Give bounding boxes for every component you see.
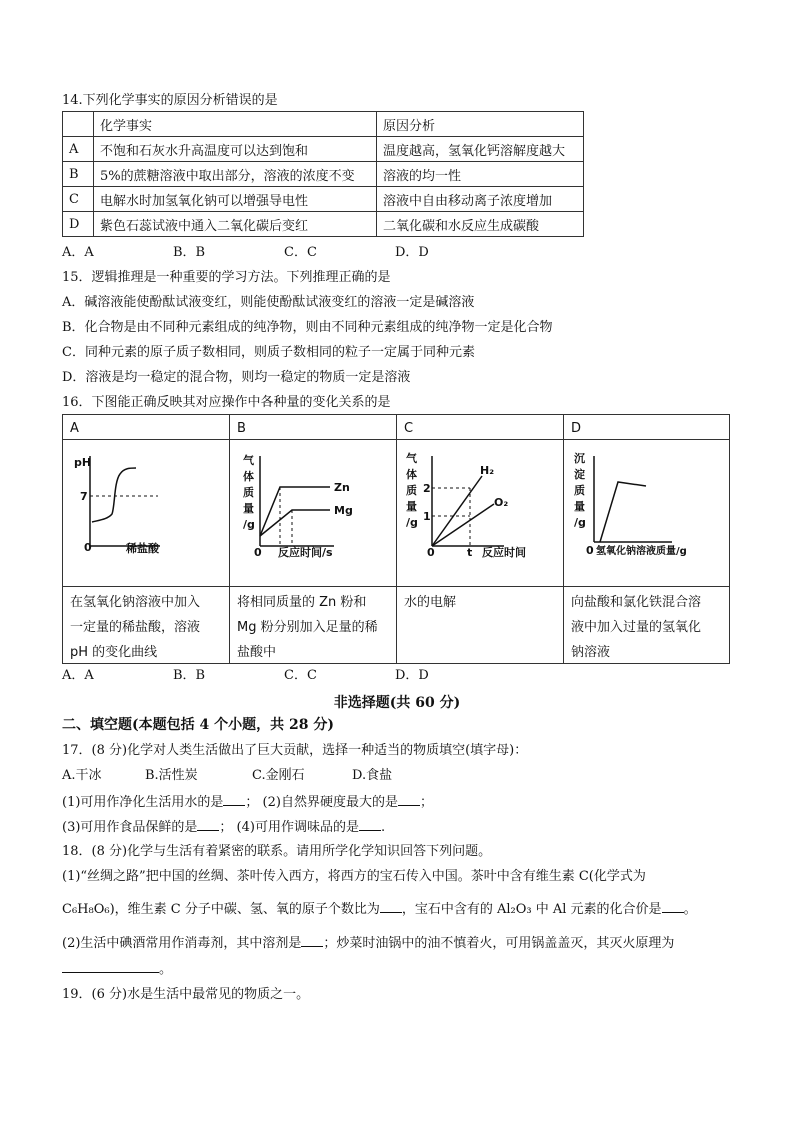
q18-p2a: C₆H₈O₆)，维生素 C 分子中碳、氢、氧的原子个数比为 bbox=[62, 902, 380, 917]
graph-d-origin: 0 bbox=[586, 544, 594, 557]
q15-choice-b[interactable]: B．化合物是由不同种元素组成的纯净物，则由不同种元素组成的纯净物一定是化合物 bbox=[62, 320, 553, 335]
table-cell: 温度越高，氢氧化钙溶解度越大 bbox=[377, 137, 584, 162]
option-c: C.金刚石 bbox=[252, 768, 305, 783]
q18-p2: C₆H₈O₆)，维生素 C 分子中碳、氢、氧的原子个数比为 ，宝石中含有的 Al₂O₃ 中 Al 元素的化合价是 。 bbox=[62, 902, 697, 917]
table-cell: 5%的蔗糖溶液中取出部分，溶液的浓度不变 bbox=[94, 162, 377, 187]
graph-b-zn: Zn bbox=[334, 481, 350, 494]
option-b: B.活性炭 bbox=[145, 768, 198, 783]
option-d[interactable]: D．D bbox=[395, 245, 429, 260]
q17-3: (3)可用作食品保鲜的是 bbox=[62, 820, 198, 835]
q18-p4: 。 bbox=[62, 960, 172, 979]
table-cell: 溶液中自由移动离子浓度增加 bbox=[377, 187, 584, 212]
graph-b-y4: /g bbox=[243, 518, 255, 531]
option-b[interactable]: B．B bbox=[173, 245, 206, 260]
desc-d-2: 液中加入过量的氢氧化 bbox=[571, 620, 702, 635]
graph-b-mg: Mg bbox=[334, 504, 353, 517]
graph-c-y0: 气 bbox=[406, 452, 417, 465]
graph-a-seven: 7 bbox=[80, 490, 88, 503]
desc-a-2: 一定量的稀盐酸，溶液 bbox=[70, 620, 201, 635]
option-d[interactable]: D．D bbox=[395, 668, 429, 683]
graph-label-c: C bbox=[404, 421, 414, 436]
part2-title: 二、填空题(本题包括 4 个小题，共 28 分) bbox=[62, 717, 334, 733]
graph-d-y3: 量 bbox=[574, 500, 585, 513]
graph-c-y1: 体 bbox=[406, 468, 417, 481]
graph-c-xlabel: 反应时间 bbox=[482, 546, 526, 559]
graph-d-y2: 质 bbox=[574, 484, 585, 497]
q16-graph-table bbox=[62, 414, 730, 664]
option-c[interactable]: C．C bbox=[284, 245, 317, 260]
graph-d-y4: /g bbox=[574, 516, 586, 529]
table-cell: 不饱和石灰水升高温度可以达到饱和 bbox=[94, 137, 377, 162]
q18-p1: (1)“丝绸之路”把中国的丝绸、茶叶传入西方，将西方的宝石传入中国。茶叶中含有维生素 C(化学式为 bbox=[62, 869, 646, 884]
q17-4: ； (4)可用作调味品的是 bbox=[219, 820, 359, 835]
option-d: D.食盐 bbox=[352, 768, 393, 783]
table-header bbox=[63, 112, 94, 137]
q17-options bbox=[62, 767, 392, 785]
q14-options bbox=[62, 244, 506, 262]
answer-blank[interactable] bbox=[662, 900, 684, 913]
q15-choice-a[interactable]: A．碱溶液能使酚酞试液变红，则能使酚酞试液变红的溶液一定是碱溶液 bbox=[62, 295, 475, 310]
option-c[interactable]: C．C bbox=[284, 668, 317, 683]
desc-d-1: 向盐酸和氯化铁混合溶 bbox=[571, 595, 702, 610]
table-cell: C bbox=[63, 187, 94, 212]
q14-table bbox=[62, 111, 584, 237]
graph-a-ylabel: pH bbox=[74, 456, 92, 469]
table-cell: 溶液的均一性 bbox=[377, 162, 584, 187]
answer-blank[interactable] bbox=[223, 793, 245, 806]
q18-p3b: ；炒菜时油锅中的油不慎着火，可用锅盖盖灭，其灭火原理为 bbox=[323, 936, 675, 951]
option-a[interactable]: A．A bbox=[62, 668, 94, 683]
section-title: 非选择题(共 60 分) bbox=[333, 695, 461, 711]
table-cell: B bbox=[63, 162, 94, 187]
table-header: 原因分析 bbox=[377, 112, 584, 137]
q16-options bbox=[62, 667, 506, 685]
graph-c-y3: 量 bbox=[406, 500, 417, 513]
answer-blank[interactable] bbox=[380, 900, 402, 913]
graph-b-xlabel: 反应时间/s bbox=[278, 546, 333, 559]
desc-b-1: 将相同质量的 Zn 粉和 bbox=[237, 595, 367, 610]
q18-stem: 18．(8 分)化学与生活有着紧密的联系。请用所学化学知识回答下列问题。 bbox=[62, 844, 492, 859]
answer-blank[interactable] bbox=[197, 818, 219, 831]
q18-p2b: ，宝石中含有的 Al₂O₃ 中 Al 元素的化合价是 bbox=[401, 902, 662, 917]
graph-c-h2: H₂ bbox=[480, 464, 495, 477]
answer-blank[interactable] bbox=[398, 793, 420, 806]
graph-a-xlabel: 稀盐酸 bbox=[126, 542, 159, 555]
q15-stem: 15．逻辑推理是一种重要的学习方法。下列推理正确的是 bbox=[62, 270, 391, 285]
graph-d-xlabel: 氢氧化钠溶液质量/g bbox=[596, 546, 687, 557]
desc-b-3: 盐酸中 bbox=[237, 645, 277, 660]
table-cell: 紫色石蕊试液中通入二氧化碳后变红 bbox=[94, 212, 377, 237]
q14-stem: 14.下列化学事实的原因分析错误的是 bbox=[62, 93, 278, 108]
graph-label-d: D bbox=[571, 421, 582, 436]
graph-c-y2: 质 bbox=[406, 484, 417, 497]
q17-stem: 17．(8 分)化学对人类生活做出了巨大贡献，选择一种适当的物质填空(填字母)： bbox=[62, 743, 528, 758]
table-header: 化学事实 bbox=[94, 112, 377, 137]
graph-b-y3: 量 bbox=[243, 502, 254, 515]
q15-choice-c[interactable]: C．同种元素的原子质子数相同，则质子数相同的粒子一定属于同种元素 bbox=[62, 345, 475, 360]
graph-c-two: 2 bbox=[423, 482, 431, 495]
answer-blank[interactable] bbox=[359, 818, 381, 831]
desc-d-3: 钠溶液 bbox=[571, 645, 611, 660]
q15-choice-d[interactable]: D．溶液是均一稳定的混合物，则均一稳定的物质一定是溶液 bbox=[62, 370, 411, 385]
graph-label-a: A bbox=[70, 421, 79, 436]
graph-b-origin: 0 bbox=[254, 546, 262, 559]
q18-p3a: (2)生活中碘酒常用作消毒剂，其中溶剂是 bbox=[62, 936, 302, 951]
graph-c-origin: 0 bbox=[427, 546, 435, 559]
graph-label-b: B bbox=[237, 421, 246, 436]
q17-1: (1)可用作净化生活用水的是 bbox=[62, 795, 224, 810]
graph-b-y2: 质 bbox=[243, 486, 254, 499]
option-b[interactable]: B．B bbox=[173, 668, 206, 683]
q17-row2: (3)可用作食品保鲜的是 ； (4)可用作调味品的是 . bbox=[62, 820, 386, 835]
desc-c-1: 水的电解 bbox=[404, 595, 457, 610]
q17-2: ； (2)自然界硬度最大的是 bbox=[245, 795, 398, 810]
graph-c-one: 1 bbox=[423, 510, 431, 523]
table-cell: A bbox=[63, 137, 94, 162]
table-cell: 电解水时加氢氧化钠可以增强导电性 bbox=[94, 187, 377, 212]
graph-b-y0: 气 bbox=[243, 454, 254, 467]
q18-p3 bbox=[62, 934, 674, 953]
desc-b-2: Mg 粉分别加入足量的稀 bbox=[237, 620, 378, 635]
answer-blank[interactable] bbox=[62, 960, 159, 973]
answer-blank[interactable] bbox=[301, 934, 323, 947]
graph-a-origin: 0 bbox=[84, 541, 92, 554]
table-cell: 二氧化碳和水反应生成碳酸 bbox=[377, 212, 584, 237]
desc-a-1: 在氢氧化钠溶液中加入 bbox=[70, 595, 201, 610]
graph-b-y1: 体 bbox=[243, 470, 254, 483]
option-a[interactable]: A．A bbox=[62, 245, 94, 260]
graph-d-y1: 淀 bbox=[574, 468, 585, 481]
graph-c-t: t bbox=[467, 546, 473, 559]
q19-stem: 19．(6 分)水是生活中最常见的物质之一。 bbox=[62, 987, 310, 1002]
q17-row1: (1)可用作净化生活用水的是 ； (2)自然界硬度最大的是 ； bbox=[62, 795, 433, 810]
table-cell: D bbox=[63, 212, 94, 237]
graph-d-y0: 沉 bbox=[574, 452, 585, 465]
option-a: A.干冰 bbox=[62, 768, 102, 783]
graph-c-o2: O₂ bbox=[494, 496, 509, 509]
graph-d bbox=[594, 456, 672, 542]
graph-b bbox=[260, 456, 334, 546]
q16-stem: 16．下图能正确反映其对应操作中各种量的变化关系的是 bbox=[62, 395, 391, 410]
desc-a-3: pH 的变化曲线 bbox=[70, 645, 158, 660]
graph-a bbox=[90, 456, 160, 546]
graph-c-y4: /g bbox=[406, 516, 418, 529]
